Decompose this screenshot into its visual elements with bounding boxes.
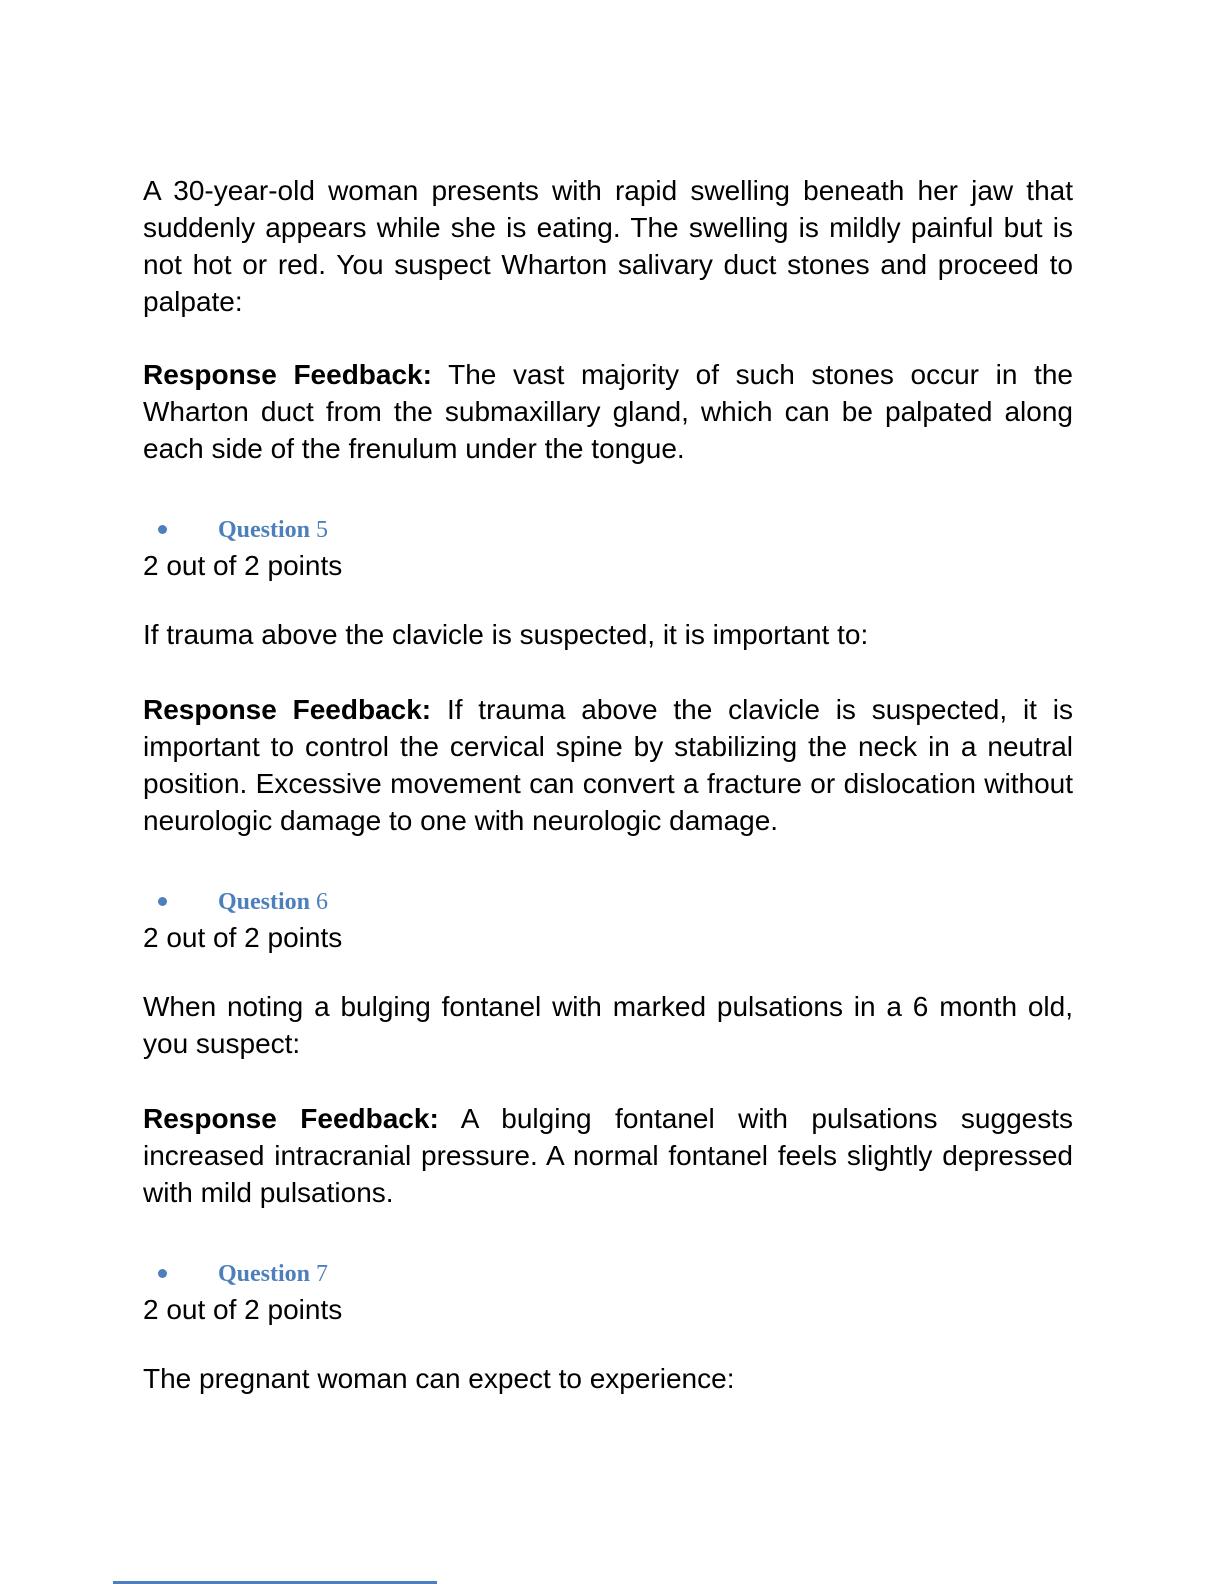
- feedback-label: Response Feedback:: [143, 1103, 439, 1134]
- question6-prompt: When noting a bulging fontanel with marked pulsations in a 6 month old, you suspect:: [143, 991, 1073, 1059]
- feedback-text: If trauma above the clavicle is suspected, it is important to control the cervical spine by stabilizing the neck in a neutral position. Excessive movement can convert a fracture or dislocation without neurologic damage to one with neurologic damage.: [143, 694, 1073, 836]
- bullet-icon: [158, 1269, 167, 1278]
- question5-number: 5: [316, 517, 329, 543]
- question5-title: Question: [218, 517, 311, 543]
- question7-heading: [143, 1257, 1073, 1291]
- question6-score: 2 out of 2 points: [143, 922, 343, 953]
- question7-title: Question: [218, 1261, 311, 1287]
- question6-title: Question: [218, 889, 311, 915]
- feedback-label: Response Feedback:: [143, 694, 432, 725]
- question7-score: 2 out of 2 points: [143, 1294, 343, 1325]
- bullet-icon: [158, 525, 167, 534]
- question5-prompt: If trauma above the clavicle is suspected, it is important to:: [143, 619, 869, 650]
- feedback-text: The vast majority of such stones occur in the Wharton duct from the submaxillary gland, which can be palpated along each side of the frenulum under the tongue.: [143, 359, 1073, 464]
- question4-feedback-paragraph: [143, 356, 1073, 467]
- question4-prompt-paragraph: A 30-year-old woman presents with rapid swelling beneath her jaw that suddenly appears while she is eating. The swelling is mildly painful but is not hot or red. You suspect Wharton salivary duct stones and proceed to palpate:: [143, 175, 1073, 317]
- question7-prompt: The pregnant woman can expect to experience:: [143, 1363, 735, 1394]
- question6-heading: [143, 885, 1073, 919]
- feedback-label: Response Feedback:: [143, 359, 432, 390]
- question7-number: 7: [316, 1261, 329, 1287]
- question5-score: 2 out of 2 points: [143, 550, 343, 581]
- question6-number: 6: [316, 889, 329, 915]
- question5-heading: [143, 513, 1073, 547]
- question6-feedback-paragraph: [143, 1100, 1073, 1211]
- feedback-text: A bulging fontanel with pulsations suggests increased intracranial pressure. A normal fontanel feels slightly depressed with mild pulsations.: [143, 1103, 1073, 1208]
- bullet-icon: [158, 897, 167, 906]
- question5-feedback-paragraph: [143, 691, 1073, 839]
